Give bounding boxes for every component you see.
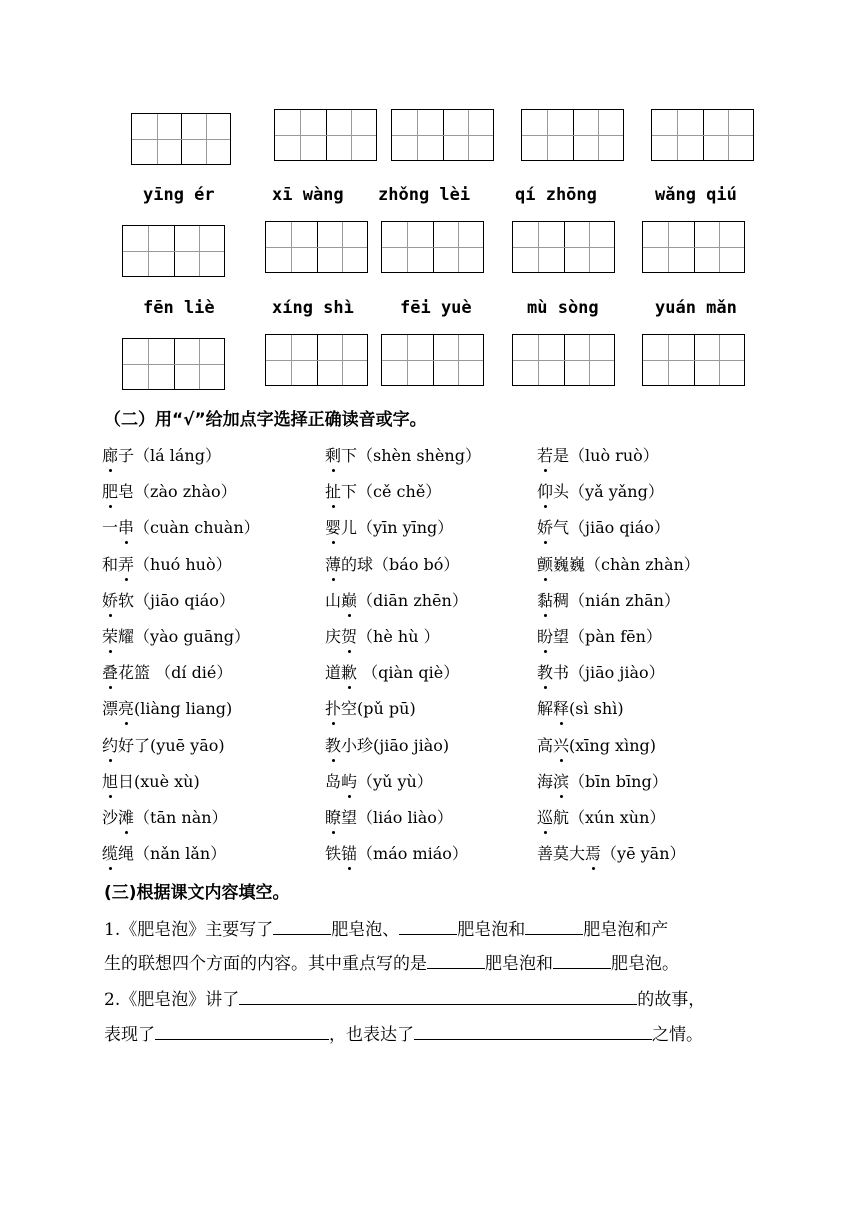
q1-text-f: 肥皂泡和 <box>485 954 553 974</box>
choice-item[interactable] <box>325 588 468 611</box>
word-suffix: 下 <box>341 446 358 465</box>
reading-options: （diān zhēn） <box>357 590 468 610</box>
word-prefix: 善莫大 <box>537 844 586 864</box>
word-suffix: 耀 <box>118 627 135 646</box>
choice-item[interactable] <box>537 733 656 756</box>
reading-options: （máo miáo） <box>357 844 468 864</box>
dotted-character: 肥 <box>102 479 118 502</box>
reading-options: （cuàn chuàn） <box>134 518 260 538</box>
choice-item[interactable] <box>102 624 250 647</box>
word-prefix: 解 <box>537 699 554 719</box>
choice-item[interactable] <box>325 696 416 719</box>
choice-item[interactable] <box>537 624 662 647</box>
word-suffix: 下 <box>341 482 358 502</box>
choice-item[interactable] <box>102 588 235 611</box>
choice-item[interactable] <box>325 769 433 792</box>
reading-options: （liáo liào） <box>357 808 453 827</box>
q1-text-b: 肥皂泡、 <box>331 920 400 940</box>
section-3-heading: (三)根据课文内容填空。 <box>104 883 290 903</box>
word-prefix: 道 <box>325 663 342 683</box>
word-suffix: 书 <box>553 663 570 683</box>
answer-blank[interactable] <box>155 1025 329 1040</box>
dotted-character: 贺 <box>341 624 357 647</box>
dotted-character: 黏 <box>537 588 553 611</box>
word-suffix: 望 <box>341 808 358 827</box>
choice-item[interactable] <box>325 515 453 538</box>
q2-text-a: 2.《肥皂泡》讲了 <box>104 990 240 1010</box>
word-suffix: 皂 <box>118 482 135 502</box>
reading-options: （jiāo qiáo） <box>569 518 670 538</box>
answer-box[interactable] <box>642 221 745 273</box>
choice-item[interactable] <box>537 443 659 466</box>
word-suffix: 绳 <box>118 844 135 864</box>
choice-item[interactable] <box>537 588 680 611</box>
dotted-character: 颤 <box>537 552 553 575</box>
answer-box[interactable] <box>265 334 368 386</box>
choice-item[interactable] <box>102 696 232 719</box>
dotted-character: 若 <box>537 443 553 466</box>
dotted-character: 焉 <box>585 841 601 864</box>
dotted-character: 巡 <box>537 805 553 828</box>
word-suffix: 是 <box>553 446 570 465</box>
q1-text-g: 肥皂泡。 <box>611 954 679 974</box>
word-suffix: 好了 <box>118 735 151 755</box>
question-2-line-1 <box>104 985 705 1010</box>
pinyin-label: xī wàng <box>272 185 344 205</box>
dotted-character: 旭 <box>102 769 118 792</box>
answer-blank[interactable] <box>525 920 583 935</box>
answer-box[interactable] <box>642 334 745 386</box>
q2-text-c: 表现了 <box>104 1025 155 1045</box>
reading-options: （zào zhào） <box>134 482 237 502</box>
dotted-character: 教 <box>537 660 553 683</box>
reading-options: （báo bó） <box>373 554 460 574</box>
answer-blank[interactable] <box>399 920 457 935</box>
reading-options: （yǎ yǎng） <box>569 482 664 502</box>
dotted-character: 薄 <box>325 552 341 575</box>
dotted-character: 屿 <box>341 769 357 792</box>
choice-item[interactable] <box>325 443 481 466</box>
choice-item[interactable] <box>325 805 453 828</box>
dotted-character: 缆 <box>102 841 118 864</box>
answer-blank[interactable] <box>553 954 611 969</box>
pinyin-label: fēi yuè <box>400 298 472 318</box>
dotted-character: 瞭 <box>325 805 341 828</box>
pinyin-label: qí zhōng <box>515 185 597 205</box>
dotted-character: 滨 <box>553 769 569 792</box>
word-suffix: 头 <box>553 482 570 502</box>
dotted-character: 盼 <box>537 624 553 647</box>
reading-options: （qiàn qiè） <box>357 663 460 683</box>
choice-item[interactable] <box>325 479 441 502</box>
choice-item[interactable] <box>102 805 228 828</box>
word-suffix: 软 <box>118 590 135 610</box>
word-suffix: 的球 <box>341 554 374 574</box>
dotted-character: 教 <box>325 733 341 756</box>
pinyin-label: xíng shì <box>272 298 354 318</box>
choice-item[interactable] <box>102 733 225 756</box>
answer-box[interactable] <box>381 221 484 273</box>
word-prefix: 铁 <box>325 844 342 864</box>
word-prefix: 山 <box>325 590 342 610</box>
choice-item[interactable] <box>102 443 221 466</box>
choice-item[interactable] <box>325 552 459 575</box>
choice-item[interactable] <box>102 552 232 575</box>
word-suffix: 气 <box>553 518 570 538</box>
reading-options: (xuè xù) <box>134 771 200 791</box>
dotted-character: 约 <box>102 733 118 756</box>
dotted-character: 亮 <box>118 696 134 719</box>
word-suffix: 儿 <box>341 518 358 538</box>
pinyin-label: mù sòng <box>527 298 599 318</box>
dotted-character: 荣 <box>102 624 118 647</box>
dotted-character: 歉 <box>341 660 357 683</box>
word-suffix: 空 <box>341 699 358 719</box>
word-prefix: 和 <box>102 554 119 574</box>
reading-options: (jiāo jiào) <box>373 735 450 755</box>
word-prefix: 沙 <box>102 808 119 827</box>
reading-options: （hè hù ） <box>357 627 440 646</box>
reading-options: （shèn shèng） <box>357 446 481 465</box>
reading-options: （nián zhān） <box>569 590 680 610</box>
answer-box[interactable] <box>512 221 615 273</box>
reading-options: （chàn zhàn） <box>585 554 700 574</box>
answer-box[interactable] <box>131 113 231 165</box>
reading-options: （bīn bīng） <box>569 771 668 791</box>
dotted-character: 剩 <box>325 443 341 466</box>
question-1-line-1 <box>104 915 668 940</box>
reading-options: (xīng xìng) <box>569 735 656 755</box>
choice-item[interactable] <box>537 841 686 864</box>
answer-blank[interactable] <box>414 1025 652 1040</box>
word-suffix: 望 <box>553 627 570 646</box>
word-suffix: 子 <box>118 446 135 465</box>
word-suffix: 日 <box>118 771 135 791</box>
word-prefix: 海 <box>537 771 554 791</box>
dotted-character: 释 <box>553 696 569 719</box>
choice-item[interactable] <box>102 660 232 683</box>
choice-item[interactable] <box>537 479 664 502</box>
choice-item[interactable] <box>537 660 665 683</box>
dotted-character: 扯 <box>325 479 341 502</box>
choice-item[interactable] <box>325 660 459 683</box>
reading-options: （luò ruò） <box>569 446 659 465</box>
choice-item[interactable] <box>325 841 468 864</box>
dotted-character: 兴 <box>553 733 569 756</box>
pinyin-label: fēn liè <box>143 298 215 318</box>
answer-box[interactable] <box>651 109 754 161</box>
reading-options: （huó huò） <box>134 554 232 574</box>
answer-blank[interactable] <box>273 920 331 935</box>
dotted-character: 滩 <box>118 805 134 828</box>
reading-options: （yīn yīng） <box>357 518 454 538</box>
choice-item[interactable] <box>325 733 449 756</box>
reading-options: （yē yān） <box>601 844 686 864</box>
reading-options: （xún xùn） <box>569 808 666 827</box>
pinyin-label: wǎng qiú <box>655 185 737 205</box>
choice-item[interactable] <box>102 841 226 864</box>
q1-text-c: 肥皂泡和 <box>457 920 526 940</box>
answer-box[interactable] <box>274 109 377 161</box>
dotted-character: 仰 <box>537 479 553 502</box>
choice-item[interactable] <box>102 769 200 792</box>
word-suffix: 稠 <box>553 590 570 610</box>
word-prefix: 岛 <box>325 771 342 791</box>
reading-options: (liàng liang) <box>134 699 233 719</box>
choice-item[interactable] <box>102 515 260 538</box>
choice-item[interactable] <box>537 515 670 538</box>
answer-box[interactable] <box>381 334 484 386</box>
reading-options: （cě chě） <box>357 482 442 502</box>
answer-box[interactable] <box>391 109 494 161</box>
q1-text-e: 生的联想四个方面的内容。其中重点写的是 <box>104 954 427 974</box>
dotted-character: 叠 <box>102 660 118 683</box>
dotted-character: 锚 <box>341 841 357 864</box>
dotted-character: 巅 <box>341 588 357 611</box>
q1-text-d: 肥皂泡和产 <box>583 920 669 940</box>
word-prefix: 高 <box>537 735 554 755</box>
answer-box[interactable] <box>521 109 624 161</box>
q2-text-d: ，也表达了 <box>329 1025 414 1045</box>
reading-options: （yào guāng） <box>134 627 250 646</box>
dotted-character: 婴 <box>325 515 341 538</box>
pinyin-label: yuán mǎn <box>655 298 737 318</box>
dotted-character: 娇 <box>537 515 553 538</box>
answer-box[interactable] <box>265 221 368 273</box>
q1-text-a: 1.《肥皂泡》主要写了 <box>104 920 274 940</box>
word-suffix: 花篮 <box>118 663 151 683</box>
reading-options: (yuē yāo) <box>150 735 225 755</box>
reading-options: （jiāo jiào） <box>569 663 665 683</box>
reading-options: （pàn fēn） <box>569 627 662 646</box>
pinyin-label: yīng ér <box>143 185 215 205</box>
dotted-character: 串 <box>118 515 134 538</box>
reading-options: （jiāo qiáo） <box>134 590 235 610</box>
choice-item[interactable] <box>537 805 665 828</box>
word-suffix: 巍巍 <box>553 554 586 574</box>
reading-options: （dí dié） <box>150 663 233 683</box>
q2-text-b: 的故事， <box>637 990 706 1010</box>
answer-box[interactable] <box>512 334 615 386</box>
word-prefix: 庆 <box>325 627 342 646</box>
reading-options: (sì shì) <box>569 699 624 719</box>
question-1-line-2 <box>104 949 679 974</box>
dotted-character: 扑 <box>325 696 341 719</box>
dotted-character: 娇 <box>102 588 118 611</box>
pinyin-label: zhǒng lèi <box>378 185 471 205</box>
q2-text-e: 之情。 <box>652 1025 703 1045</box>
choice-item[interactable] <box>537 769 668 792</box>
word-suffix: 小珍 <box>341 735 374 755</box>
answer-box[interactable] <box>122 338 225 390</box>
choice-item[interactable] <box>537 552 700 575</box>
reading-options: （tān nàn） <box>134 808 228 827</box>
choice-item[interactable] <box>102 479 237 502</box>
answer-blank[interactable] <box>427 954 485 969</box>
reading-options: （nǎn lǎn） <box>134 844 227 864</box>
answer-box[interactable] <box>122 225 225 277</box>
choice-item[interactable] <box>537 696 624 719</box>
dotted-character: 弄 <box>118 552 134 575</box>
word-prefix: 漂 <box>102 699 119 719</box>
reading-options: （yǔ yù） <box>357 771 433 791</box>
dotted-character: 廊 <box>102 443 118 466</box>
reading-options: （lá láng） <box>134 446 221 465</box>
word-suffix: 航 <box>553 808 570 827</box>
choice-item[interactable] <box>325 624 440 647</box>
answer-blank[interactable] <box>239 990 637 1005</box>
reading-options: (pǔ pū) <box>357 699 416 719</box>
question-2-line-2 <box>104 1020 703 1045</box>
section-2-heading: （二）用“√”给加点字选择正确读音或字。 <box>104 410 427 430</box>
word-prefix: 一 <box>102 518 119 538</box>
